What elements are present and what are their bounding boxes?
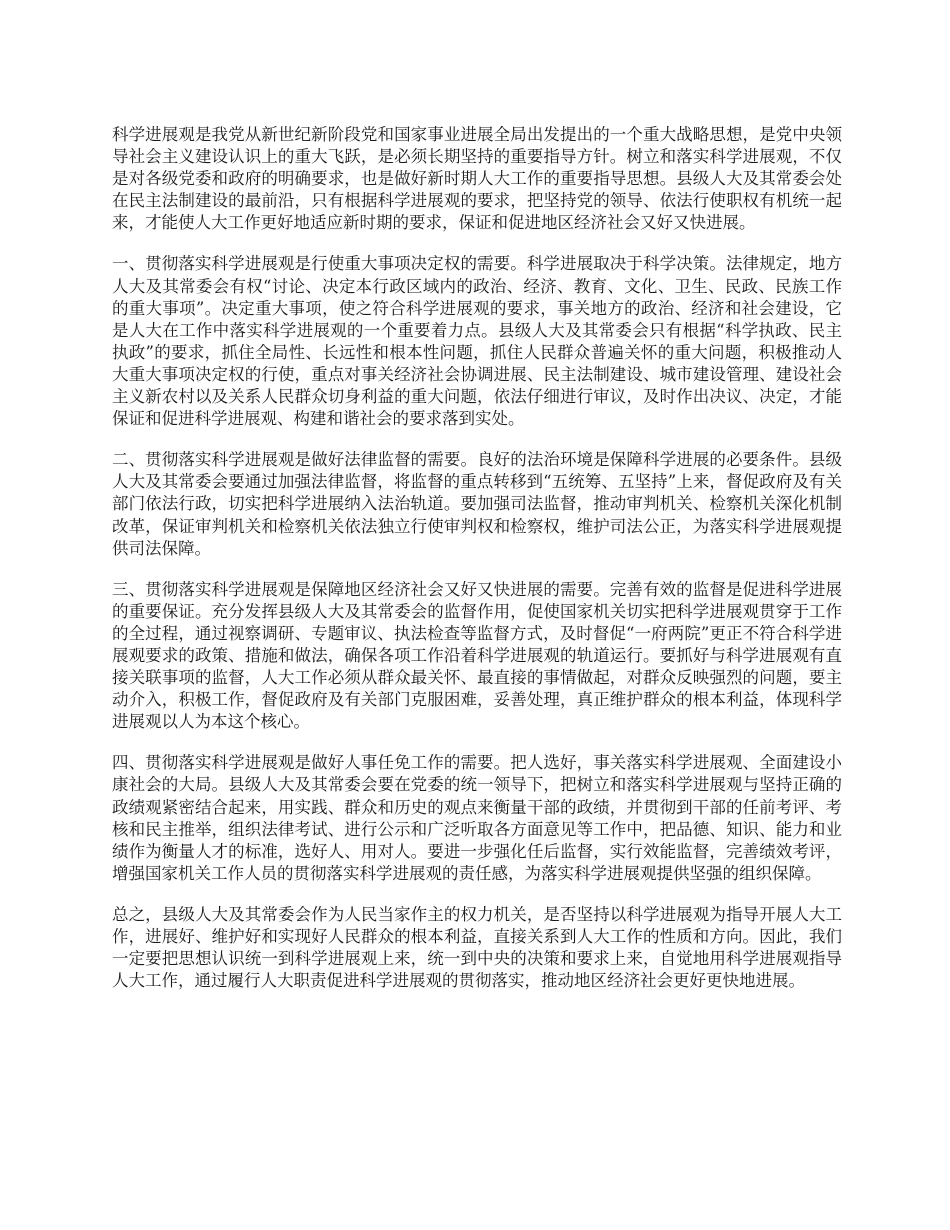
section-two-paragraph: 二、贯彻落实科学进展观是做好法律监督的需要。良好的法治环境是保障科学进展的必要条件。县级人大及其常委会要通过加强法律监督，将监督的重点转移到“五统筹、五坚持”上来，督促政府及有关部门依法行政，切实把科学进展纳入法治轨道。要加强司法监督，推动审判机关、检察机关深化机制改革，保证审判机关和检察机关依法独立行使审判权和检察权，维护司法公正，为落实科学进展观提供司法保障。: [112, 450, 842, 558]
document-body: [112, 124, 842, 1011]
conclusion-paragraph: 总之，县级人大及其常委会作为人民当家作主的权力机关，是否坚持以科学进展观为指导开展人大工作，进展好、维护好和实现好人民群众的根本利益，直接关系到人大工作的性质和方向。因此，我们一定要把思想认识统一到科学进展观上来，统一到中央的决策和要求上来，自觉地用科学进展观指导人大工作，通过履行人大职责促进科学进展观的贯彻落实，推动地区经济社会更好更快地进展。: [112, 904, 842, 991]
section-one-paragraph: 一、贯彻落实科学进展观是行使重大事项决定权的需要。科学进展取决于科学决策。法律规定，地方人大及其常委会有权“讨论、决定本行政区域内的政治、经济、教育、文化、卫生、民政、民族工作的重大事项”。决定重大事项，使之符合科学进展观的要求，事关地方的政治、经济和社会建设，它是人大在工作中落实科学进展观的一个重要着力点。县级人大及其常委会只有根据“科学执政、民主执政”的要求，抓住全局性、长远性和根本性问题，抓住人民群众普遍关怀的重大问题，积极推动人大重大事项决定权的行使，重点对事关经济社会协调进展、民主法制建设、城市建设管理、建设社会主义新农村以及关系人民群众切身利益的重大问题，依法仔细进行审议，及时作出决议、决定，才能保证和促进科学进展观、构建和谐社会的要求落到实处。: [112, 254, 842, 429]
section-four-paragraph: 四、贯彻落实科学进展观是做好人事任免工作的需要。把人选好，事关落实科学进展观、全面建设小康社会的大局。县级人大及其常委会要在党委的统一领导下，把树立和落实科学进展观与坚持正确的政绩观紧密结合起来，用实践、群众和历史的观点来衡量干部的政绩，并贯彻到干部的任前考评、考核和民主推举，组织法律考试、进行公示和广泛听取各方面意见等工作中，把品德、知识、能力和业绩作为衡量人才的标准，选好人、用对人。要进一步强化任后监督，实行效能监督，完善绩效考评，增强国家机关工作人员的贯彻落实科学进展观的责任感，为落实科学进展观提供坚强的组织保障。: [112, 753, 842, 883]
section-three-paragraph: 三、贯彻落实科学进展观是保障地区经济社会又好又快进展的需要。完善有效的监督是促进科学进展的重要保证。充分发挥县级人大及其常委会的监督作用，促使国家机关切实把科学进展观贯穿于工作的全过程，通过视察调研、专题审议、执法检查等监督方式，及时督促“一府两院”更正不符合科学进展观要求的政策、措施和做法，确保各项工作沿着科学进展观的轨道运行。要抓好与科学进展观有直接关联事项的监督，人大工作必须从群众最关怀、最直接的事情做起，对群众反映强烈的问题，要主动介入，积极工作，督促政府及有关部门克服困难，妥善处理，真正维护群众的根本利益，体现科学进展观以人为本这个核心。: [112, 579, 842, 732]
intro-paragraph: 科学进展观是我党从新世纪新阶段党和国家事业进展全局出发提出的一个重大战略思想，是党中央领导社会主义建设认识上的重大飞跃，是必须长期坚持的重要指导方针。树立和落实科学进展观，不仅是对各级党委和政府的明确要求，也是做好新时期人大工作的重要指导思想。县级人大及其常委会处在民主法制建设的最前沿，只有根据科学进展观的要求，把坚持党的领导、依法行使职权有机统一起来，才能使人大工作更好地适应新时期的要求，保证和促进地区经济社会又好又快进展。: [112, 125, 842, 233]
